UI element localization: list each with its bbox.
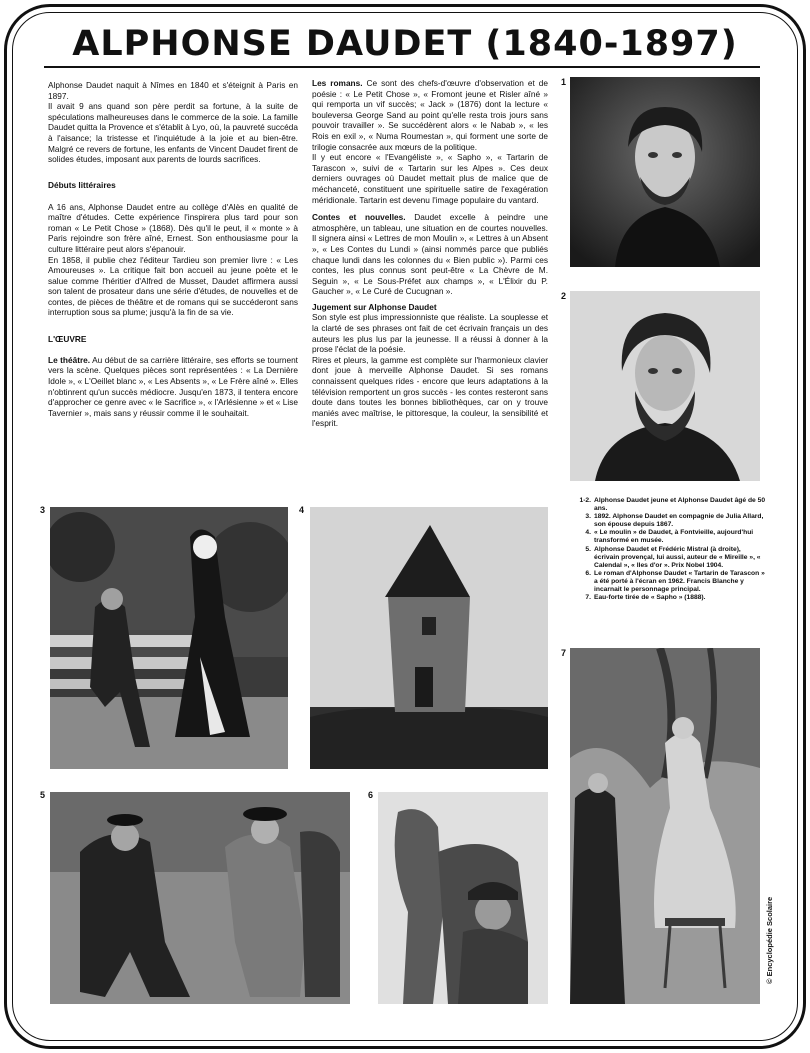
left-column bbox=[48, 80, 298, 418]
oeuvre-heading: L'ŒUVRE bbox=[48, 333, 87, 344]
photo-number-6: 6 bbox=[368, 790, 374, 800]
title-rule bbox=[44, 66, 760, 68]
debuts-paragraph-2: En 1858, il publie chez l'éditeur Tardieu son premier livre : « Les Amoureuses ». La critique fait bon accueil au jeune poète et le salue comme l'héritier d'Alfred de Musset, Daudet affirmera aussi son talent de prosateur dans une série d'études, de nouvelles et de contes, de pièces de théâtre et de romans qui se succéderont sans interruption sous sa plume; jusqu'à la fin de sa vie. bbox=[48, 254, 298, 318]
contes-paragraph bbox=[312, 212, 548, 297]
photo-sapho-etching bbox=[570, 648, 760, 1004]
theatre-text: Au début de sa carrière littéraire, ses efforts se tournent vers la scène. Quelques pièces sont représentées : « La Dernière Idole », « L'Oeillet blanc », « Les Absents », « Le Frère aîné ». Elles n'obtinrent qu'un succès médiocre. Jusqu'en 1873, il tentera encore d'approcher ce genre avec « le Sacrifice », « l'Arlésienne » et « Lise Tavernier », mais sans y réussir comme il le souhaitait. bbox=[48, 354, 298, 418]
debuts-paragraph-1: A 16 ans, Alphonse Daudet entre au collège d'Alès en qualité de maître d'études. Cette expérience l'inspirera plus tard pour son roman « Le Petit Chose » (1868). Dès qu'il le peut, il « monte » à Paris rejoindre son frère aîné, Ernest. Son enthousiasme pour la culture littéraire peut alors s'épanouir. bbox=[48, 201, 298, 254]
copyright-credit bbox=[765, 872, 779, 984]
contes-text: Daudet excelle à peindre une atmosphère, un tableau, une situation en de courtes nouvelles. Il signera ainsi « Lettres de mon Moulin », « Lettres à un Absent », « Les Contes du Lundi » (ainsi nommés parce que publiés chaque lundi dans les colonnes du « Bien public »). Parmi ces contes, les plus connus sont peut-être « La Chèvre de M. Seguin », « Le Sous-Préfet aux champs », « L'Élixir du P. Gaucher », « Le Curé de Cucugnan ». bbox=[312, 212, 548, 297]
romans-paragraph-1 bbox=[312, 78, 548, 152]
caption-item: 6. Le roman d'Alphonse Daudet « Tartarin de Tarascon » a été porté à l'écran en 1962. Francis Blanche y incarnait le personnage principal. bbox=[585, 569, 765, 594]
photo-number-1: 1 bbox=[561, 77, 567, 87]
photo-daudet-older bbox=[570, 291, 760, 481]
jugement-paragraph-2: Rires et pleurs, la gamme est complète sur l'harmonieux clavier dont joue à merveille Alphonse Daudet. Si ses romans connaissent quelques rides - encore que leurs adaptations à la télévision remportent un gros succès - les contes resteront sans doute dans toutes les bonnes bibliothèques, car on y trouve maniés avec maîtrise, le pittoresque, la couleur, la sensibilité et l'esprit. bbox=[312, 354, 548, 429]
photo-windmill bbox=[310, 507, 548, 769]
copyright-text: © Encyclopédie Scolaire bbox=[765, 896, 774, 984]
photo-daudet-young bbox=[570, 77, 760, 267]
photo-number-3: 3 bbox=[40, 505, 46, 515]
photo-number-5: 5 bbox=[40, 790, 46, 800]
photo-number-7: 7 bbox=[561, 648, 567, 658]
photo-number-4: 4 bbox=[299, 505, 305, 515]
middle-column bbox=[312, 78, 548, 429]
photo-daudet-with-wife bbox=[50, 507, 288, 769]
contes-run-head: Contes et nouvelles. bbox=[312, 212, 406, 223]
photo-number-2: 2 bbox=[561, 291, 567, 301]
debuts-heading: Débuts littéraires bbox=[48, 180, 116, 191]
caption-item: 7. Eau-forte tirée de « Sapho » (1888). bbox=[585, 594, 706, 602]
caption-item: 3. 1892. Alphonse Daudet en compagnie de Julia Allard, son épouse depuis 1867. bbox=[585, 513, 764, 529]
theatre-run-head: Le théâtre. bbox=[48, 354, 91, 365]
theatre-paragraph bbox=[48, 355, 298, 419]
caption-item: 1-2. Alphonse Daudet jeune et Alphonse Daudet âgé de 50 ans. bbox=[579, 497, 766, 513]
intro-paragraph-2: Il avait 9 ans quand son père perdit sa fortune, à la suite de spéculations malheureuses dans le commerce de la soie. La famille Daudet quitta la Provence et s'établit à Lyo, où, la pauvreté succéda à l'aisance; la tristesse et l'inquiétude à la joie et au bien-être. Malgré ce revers de fortune, les enfants de Vincent Daudet firent de solides études, imposant aux parents de lourds sacrifices. bbox=[48, 101, 298, 165]
photo-tartarin-film bbox=[378, 792, 548, 1004]
romans-text-1: Ce sont des chefs-d'œuvre d'observation et de poésie : « Le Petit Chose », « Fromont jeune et Risler aîné » qui remporta un vif succès; « Jack » (1876) dont la lecture « bouleversa George Sand au point qu'elle resta trois jours sans pouvoir travailler ». Se succédèrent alors « le Nabab », « les Rois en exil », « Numa Roumestan », qui forment une sorte de trilogie consacrée aux mœurs de la politique. bbox=[312, 78, 548, 152]
romans-paragraph-2: Il y eut encore « l'Evangéliste », « Sapho », « Tartarin de Tarascon », suivi de « Tartarin sur les Alpes ». Ces deux derniers ouvrages où Daudet mettait plus de malice que de méchanceté, constituent une spirituelle satire de l'exagération méridionale. Tartarin est devenu l'image populaire du vantard. bbox=[312, 152, 548, 205]
intro-paragraph-1: Alphonse Daudet naquit à Nîmes en 1840 et s'éteignit à Paris en 1897. bbox=[48, 80, 298, 101]
jugement-paragraph-1: Son style est plus impressionniste que réaliste. La souplesse et la clarté de ses phrases ont fait de cet écrivain français un des auteurs les plus lus par la jeunesse. Il a réussi à donner à la prose l'éclat de la poésie. bbox=[312, 312, 548, 355]
jugement-heading: Jugement sur Alphonse Daudet bbox=[312, 301, 437, 312]
page-title: ALPHONSE DAUDET (1840-1897) bbox=[72, 24, 738, 64]
caption-item: 5. Alphonse Daudet et Frédéric Mistral (à droite), écrivain provençal, lui aussi, auteur de « Mireille », « Calendal », « Iles d'or ». Prix Nobel 1904. bbox=[585, 545, 761, 569]
romans-run-head: Les romans. bbox=[312, 78, 363, 88]
photo-daudet-and-mistral bbox=[50, 792, 350, 1004]
caption-item: 4. « Le moulin » de Daudet, à Fontvieille, aujourd'hui transformé en musée. bbox=[585, 529, 754, 545]
photo-captions bbox=[576, 497, 766, 602]
